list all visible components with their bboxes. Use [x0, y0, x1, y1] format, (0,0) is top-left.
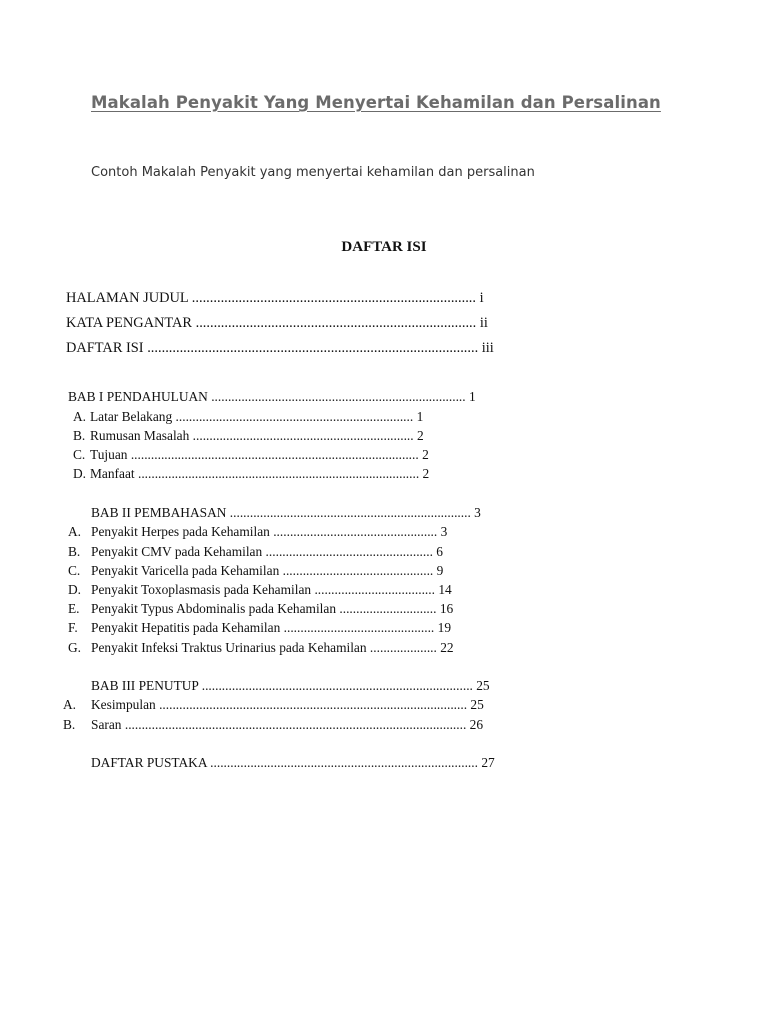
toc-front-entry: [66, 340, 494, 356]
toc-leader-dots: ......................................................................................: [127, 447, 423, 462]
toc-entry-page: 3: [440, 524, 448, 539]
toc-entry-label: Penyakit CMV pada Kehamilan: [91, 544, 263, 559]
toc-leader-dots: .............................................: [280, 620, 438, 635]
toc-entry-marker: D.: [73, 466, 87, 481]
toc-entry-marker: C.: [68, 563, 81, 578]
toc-entry-label: Tujuan: [90, 447, 128, 462]
toc-entry-page: 2: [422, 466, 430, 481]
toc-entry-label: Saran: [91, 717, 122, 732]
toc-entry-page: 22: [440, 640, 454, 655]
toc-entry-marker: C.: [73, 447, 86, 462]
toc-section-entry: [73, 409, 423, 425]
toc-leader-dots: .................................................: [269, 524, 441, 539]
toc-chapter-heading: [91, 505, 481, 521]
document-title: Makalah Penyakit Yang Menyertai Kehamilan dan Persalinan: [91, 93, 661, 112]
toc-section-entry: [68, 524, 447, 540]
toc-entry-label: HALAMAN JUDUL: [66, 290, 189, 306]
toc-entry-label: Penyakit Toxoplasmasis pada Kehamilan: [91, 582, 312, 597]
toc-section-entry: [68, 563, 443, 579]
toc-chapter-heading: [68, 389, 476, 405]
toc-leader-dots: ............................................................................: [207, 389, 469, 404]
toc-entry-label: Rumusan Masalah: [90, 428, 190, 443]
toc-entry-marker: B.: [63, 717, 76, 732]
toc-entry-page: 3: [474, 505, 481, 520]
toc-leader-dots: .............................................: [279, 563, 437, 578]
toc-section-entry: [68, 601, 453, 617]
toc-entry-marker: G.: [68, 640, 82, 655]
toc-front-entry: [66, 315, 488, 331]
toc-leader-dots: ...............................................................................: [188, 290, 480, 306]
toc-entry-label: Penyakit Herpes pada Kehamilan: [91, 524, 270, 539]
toc-entry-marker: A.: [73, 409, 87, 424]
toc-leader-dots: ..................................................................: [189, 428, 417, 443]
toc-section-entry: [68, 640, 454, 656]
toc-leader-dots: ..................................................: [262, 544, 437, 559]
document-subtitle: Contoh Makalah Penyakit yang menyertai kehamilan dan persalinan: [91, 165, 535, 180]
toc-entry-page: ii: [479, 315, 488, 331]
toc-entry-label: BAB III PENUTUP: [91, 678, 199, 693]
toc-entry-page: 19: [437, 620, 452, 635]
toc-leader-dots: .................................................................................: [198, 678, 477, 693]
toc-entry-page: i: [479, 290, 484, 306]
toc-section-entry: [73, 428, 424, 444]
toc-entry-page: 27: [481, 755, 495, 770]
toc-leader-dots: ............................................................................................: [143, 340, 482, 356]
toc-leader-dots: ........................................................................: [226, 505, 475, 520]
toc-leader-dots: ................................................................................: [206, 755, 482, 770]
toc-entry-page: 26: [469, 717, 484, 732]
toc-entry-page: iii: [481, 340, 494, 356]
toc-entry-page: 25: [476, 678, 490, 693]
toc-leader-dots: .............................: [336, 601, 440, 616]
toc-entry-page: 6: [436, 544, 443, 559]
toc-entry-marker: B.: [73, 428, 86, 443]
toc-entry-label: Penyakit Infeksi Traktus Urinarius pada Kehamilan: [91, 640, 367, 655]
toc-entry-label: Latar Belakang: [90, 409, 173, 424]
toc-section-entry: [73, 447, 429, 463]
toc-leader-dots: ....................................................................................: [134, 466, 423, 481]
toc-front-entry: [66, 290, 484, 306]
toc-entry-label: Penyakit Varicella pada Kehamilan: [91, 563, 280, 578]
toc-entry-marker: D.: [68, 582, 82, 597]
toc-entry-page: 1: [468, 389, 476, 404]
toc-entry-label: Penyakit Typus Abdominalis pada Kehamilan: [91, 601, 337, 616]
toc-leader-dots: ............................................................................................: [155, 697, 471, 712]
toc-entry-page: 1: [416, 409, 424, 424]
toc-leader-dots: ..............................................................................: [192, 315, 480, 331]
toc-entry-marker: F.: [68, 620, 78, 635]
toc-entry-marker: A.: [68, 524, 82, 539]
toc-entry-page: 25: [470, 697, 484, 712]
toc-entry-marker: E.: [68, 601, 80, 616]
toc-entry-page: 16: [439, 601, 454, 616]
toc-entry-page: 2: [416, 428, 424, 443]
toc-entry-page: 14: [438, 582, 452, 597]
toc-leader-dots: .......................................................................: [172, 409, 417, 424]
toc-entry-label: KATA PENGANTAR: [66, 315, 193, 331]
toc-entry-marker: B.: [68, 544, 81, 559]
toc-bibliography-entry: [91, 755, 495, 771]
toc-entry-page: 2: [422, 447, 429, 462]
toc-section-entry: [68, 620, 451, 636]
toc-entry-label: DAFTAR ISI: [66, 340, 144, 356]
toc-section-entry: [68, 582, 452, 598]
toc-entry-label: BAB II PEMBAHASAN: [91, 505, 227, 520]
toc-section-entry: [73, 466, 429, 482]
toc-entry-page: 9: [436, 563, 444, 578]
toc-section-entry: [63, 717, 483, 733]
toc-entry-marker: A.: [63, 697, 77, 712]
toc-leader-dots: ....................: [366, 640, 441, 655]
toc-section-entry: [68, 544, 443, 560]
toc-entry-label: BAB I PENDAHULUAN: [68, 389, 208, 404]
toc-heading: DAFTAR ISI: [341, 239, 427, 255]
toc-entry-label: Penyakit Hepatitis pada Kehamilan: [91, 620, 281, 635]
toc-entry-label: Manfaat: [90, 466, 135, 481]
toc-section-entry: [63, 697, 484, 713]
toc-leader-dots: ......................................................................................................: [121, 717, 470, 732]
toc-entry-label: Kesimpulan: [91, 697, 156, 712]
toc-entry-label: DAFTAR PUSTAKA: [91, 755, 207, 770]
toc-leader-dots: ....................................: [311, 582, 439, 597]
toc-chapter-heading: [91, 678, 490, 694]
